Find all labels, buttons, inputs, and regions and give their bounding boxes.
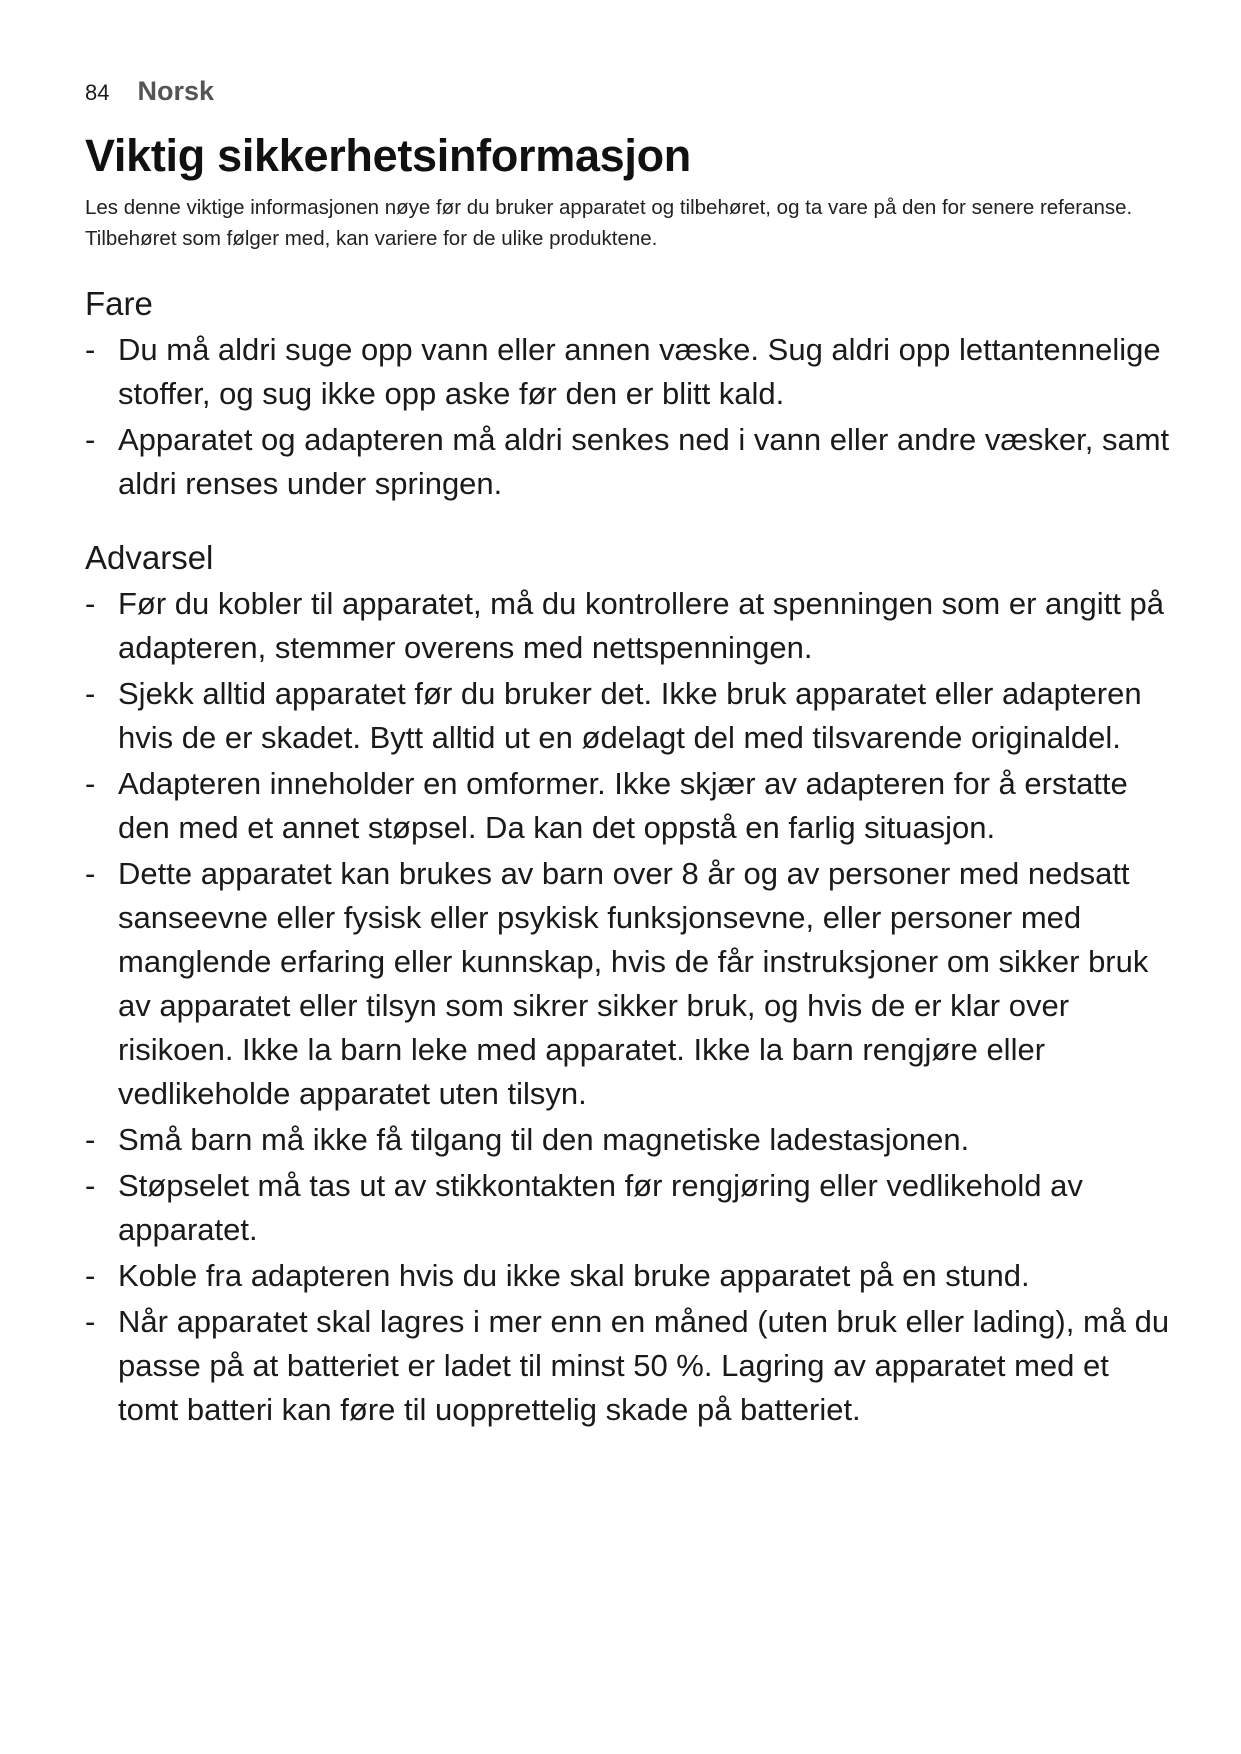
list-item-text: Koble fra adapteren hvis du ikke skal bruke apparatet på en stund.: [118, 1258, 1030, 1293]
dash-bullet-icon: -: [85, 586, 96, 621]
list-item: [85, 852, 1175, 1116]
section-heading-advarsel: Advarsel: [85, 539, 214, 576]
section-heading-fare: Fare: [85, 285, 153, 322]
list-item: [85, 1118, 1175, 1162]
list-item: [85, 582, 1175, 670]
dash-bullet-icon: -: [85, 422, 96, 457]
page-title: Viktig sikkerhetsinformasjon: [85, 130, 691, 181]
list-item-text: Apparatet og adapteren må aldri senkes ned i vann eller andre væsker, samt aldri renses under springen.: [118, 422, 1170, 501]
language-label: Norsk: [137, 76, 215, 106]
list-item-text: Før du kobler til apparatet, må du kontrollere at spenningen som er angitt på adapteren, stemmer overens med nettspenningen.: [118, 586, 1164, 665]
page-header: [85, 76, 214, 107]
dash-bullet-icon: -: [85, 1168, 96, 1203]
list-item-text: Når apparatet skal lagres i mer enn en måned (uten bruk eller lading), må du passe på at batteriet er ladet til minst 50 %. Lagring av apparatet med et tomt batteri kan føre til uopprettelig skade på batteriet.: [118, 1304, 1170, 1427]
list-item-text: Små barn må ikke få tilgang til den magnetiske ladestasjonen.: [118, 1122, 970, 1157]
section-advarsel: [85, 538, 1175, 1434]
list-item: [85, 1300, 1175, 1432]
dash-bullet-icon: -: [85, 856, 96, 891]
dash-bullet-icon: -: [85, 332, 96, 367]
intro-paragraph: Les denne viktige informasjonen nøye før du bruker apparatet og tilbehøret, og ta vare på den for senere referanse. Tilbehøret som følger med, kan variere for de ulike produktene.: [85, 196, 1133, 250]
page-number: 84: [85, 80, 110, 105]
list-item: [85, 328, 1175, 416]
dash-bullet-icon: -: [85, 676, 96, 711]
list-item-text: Dette apparatet kan brukes av barn over 8 år og av personer med nedsatt sanseevne eller fysisk eller psykisk funksjonsevne, eller personer med manglende erfaring eller kunnskap, hvis de får instruksjoner om sikker bruk av apparatet eller tilsyn som sikrer sikker bruk, og hvis de er klar over risikoen. Ikke la barn leke med apparatet. Ikke la barn rengjøre eller vedlikeholde apparatet uten tilsyn.: [118, 856, 1149, 1111]
fare-list: [85, 328, 1175, 506]
list-item: [85, 1164, 1175, 1252]
list-item: [85, 672, 1175, 760]
dash-bullet-icon: -: [85, 1122, 96, 1157]
dash-bullet-icon: -: [85, 1258, 96, 1293]
advarsel-list: [85, 582, 1175, 1432]
section-fare: [85, 284, 1175, 508]
list-item-text: Støpselet må tas ut av stikkontakten før rengjøring eller vedlikehold av apparatet.: [118, 1168, 1083, 1247]
list-item-text: Sjekk alltid apparatet før du bruker det. Ikke bruk apparatet eller adapteren hvis de er skadet. Bytt alltid ut en ødelagt del med tilsvarende originaldel.: [118, 676, 1142, 755]
list-item-text: Adapteren inneholder en omformer. Ikke skjær av adapteren for å erstatte den med et annet støpsel. Da kan det oppstå en farlig situasjon.: [118, 766, 1128, 845]
list-item-text: Du må aldri suge opp vann eller annen væske. Sug aldri opp lettantennelige stoffer, og sug ikke opp aske før den er blitt kald.: [118, 332, 1161, 411]
list-item: [85, 418, 1175, 506]
dash-bullet-icon: -: [85, 766, 96, 801]
list-item: [85, 762, 1175, 850]
list-item: [85, 1254, 1175, 1298]
dash-bullet-icon: -: [85, 1304, 96, 1339]
